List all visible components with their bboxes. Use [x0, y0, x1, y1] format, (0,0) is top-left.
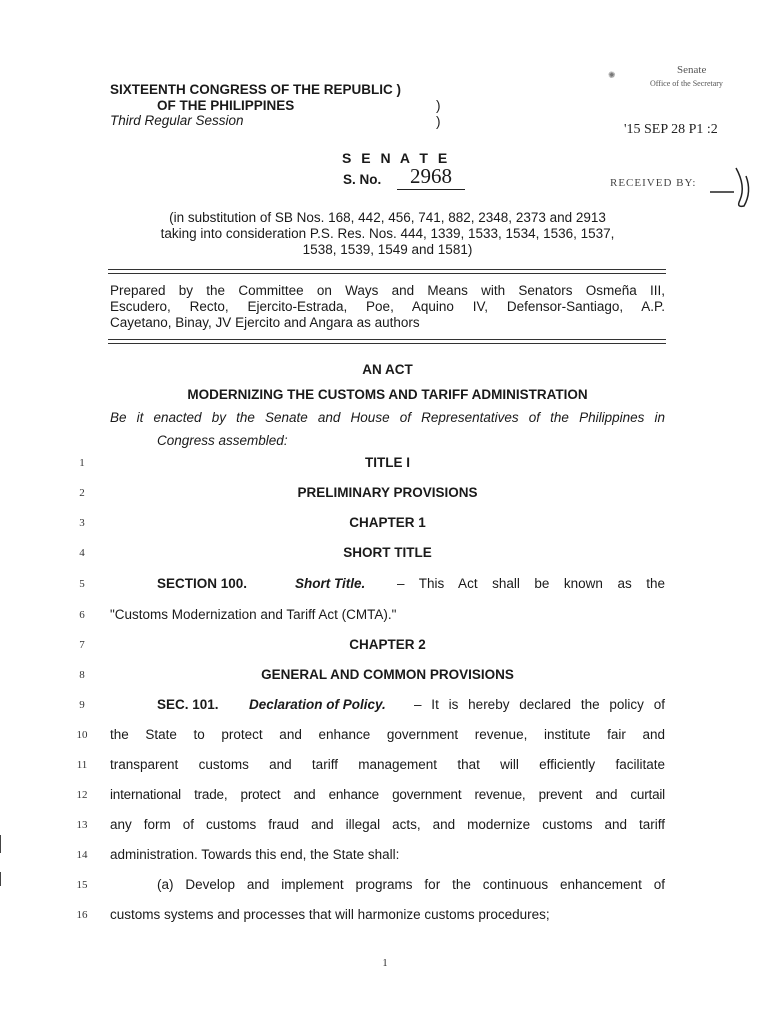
title-heading: TITLE I	[365, 455, 410, 470]
enacting-line-2: Congress assembled:	[157, 433, 288, 448]
stamp-received: RECEIVED BY:	[610, 177, 697, 189]
line-number: 10	[76, 729, 88, 741]
line-number: 2	[79, 487, 85, 499]
line-number: 6	[79, 609, 85, 621]
line-number: 11	[76, 759, 88, 771]
line-number: 9	[79, 699, 85, 711]
stamp-seal-icon: ✺	[608, 70, 616, 80]
divider-top-2	[108, 273, 666, 274]
section-100-number: SECTION 100.	[157, 576, 248, 591]
body-line-13: any form of customs fraud and illegal acts, and modernize customs and tariff	[110, 817, 665, 832]
enacting-line-1: Be it enacted by the Senate and House of Representatives of the Philippines in	[110, 410, 665, 425]
line-number: 8	[79, 669, 85, 681]
stamp-office-line-1: Senate	[677, 64, 707, 76]
stamp-date: '15 SEP 28 P1 :2	[624, 122, 718, 137]
line-number: 3	[79, 517, 85, 529]
body-line-14: administration. Towards this end, the State shall:	[110, 847, 400, 862]
line-number: 12	[76, 789, 88, 801]
bill-number: 2968	[397, 164, 465, 190]
header-paren-2: )	[436, 98, 441, 113]
line-number: 16	[76, 909, 88, 921]
substitution-line-2: taking into consideration P.S. Res. Nos. 444, 1339, 1533, 1534, 1536, 1537,	[160, 226, 615, 241]
section-101-number: SEC. 101.	[157, 697, 219, 712]
body-line-10: the State to protect and enhance government revenue, institute fair and	[110, 727, 665, 742]
substitution-line-3: 1538, 1539, 1549 and 1581)	[302, 242, 473, 257]
body-line-11: transparent customs and tariff management that will efficiently facilitate	[110, 757, 665, 772]
header-paren-3: )	[436, 114, 441, 129]
stamp-office-line-2: Office of the Secretary	[650, 79, 723, 88]
chapter-2-name: GENERAL AND COMMON PROVISIONS	[261, 667, 514, 682]
body-line-12: international trade, protect and enhance government revenue, prevent and curtail	[110, 787, 665, 802]
line-number: 5	[79, 578, 85, 590]
divider-bottom-2	[108, 343, 666, 344]
signature-icon	[706, 162, 762, 210]
body-line-16: customs systems and processes that will harmonize customs procedures;	[110, 907, 550, 922]
line-number: 7	[79, 639, 85, 651]
line-number: 14	[76, 849, 88, 861]
divider-top-1	[108, 269, 666, 270]
line-number: 4	[79, 547, 85, 559]
section-100-text: – This Act shall be known as the	[397, 576, 665, 591]
section-100-title: Short Title.	[295, 576, 366, 591]
title-name: PRELIMINARY PROVISIONS	[297, 485, 478, 500]
bill-number-label: S. No.	[343, 172, 382, 187]
scan-margin-mark	[0, 872, 1, 886]
line-number: 15	[76, 879, 88, 891]
chapter-1-heading: CHAPTER 1	[349, 515, 426, 530]
chamber-label: S E N A T E	[342, 150, 451, 166]
prepared-line-3: Cayetano, Binay, JV Ejercito and Angara as authors	[110, 315, 420, 330]
act-heading: AN ACT	[362, 362, 413, 377]
prepared-line-1: Prepared by the Committee on Ways and Means with Senators Osmeña III,	[110, 283, 665, 298]
substitution-note	[110, 210, 665, 258]
chapter-2-heading: CHAPTER 2	[349, 637, 426, 652]
act-title: MODERNIZING THE CUSTOMS AND TARIFF ADMINISTRATION	[187, 387, 588, 402]
congress-line-1: SIXTEENTH CONGRESS OF THE REPUBLIC )	[110, 82, 402, 97]
prepared-by	[110, 283, 665, 331]
prepared-line-2: Escudero, Recto, Ejercito-Estrada, Poe, Aquino IV, Defensor-Santiago, A.P.	[110, 299, 665, 314]
line-number: 1	[79, 457, 85, 469]
page-number: 1	[382, 958, 388, 969]
section-100-continuation: "Customs Modernization and Tariff Act (CMTA)."	[110, 607, 397, 622]
divider-bottom-1	[108, 339, 666, 340]
section-101-text: – It is hereby declared the policy of	[414, 697, 665, 712]
scan-margin-mark	[0, 835, 1, 853]
body-line-15: (a) Develop and implement programs for the continuous enhancement of	[157, 877, 665, 892]
section-101-title: Declaration of Policy.	[249, 697, 386, 712]
substitution-line-1: (in substitution of SB Nos. 168, 442, 456, 741, 882, 2348, 2373 and 2913	[169, 210, 606, 225]
session-label: Third Regular Session	[110, 113, 244, 128]
congress-line-2: OF THE PHILIPPINES	[157, 98, 295, 113]
line-number: 13	[76, 819, 88, 831]
chapter-1-name: SHORT TITLE	[343, 545, 432, 560]
